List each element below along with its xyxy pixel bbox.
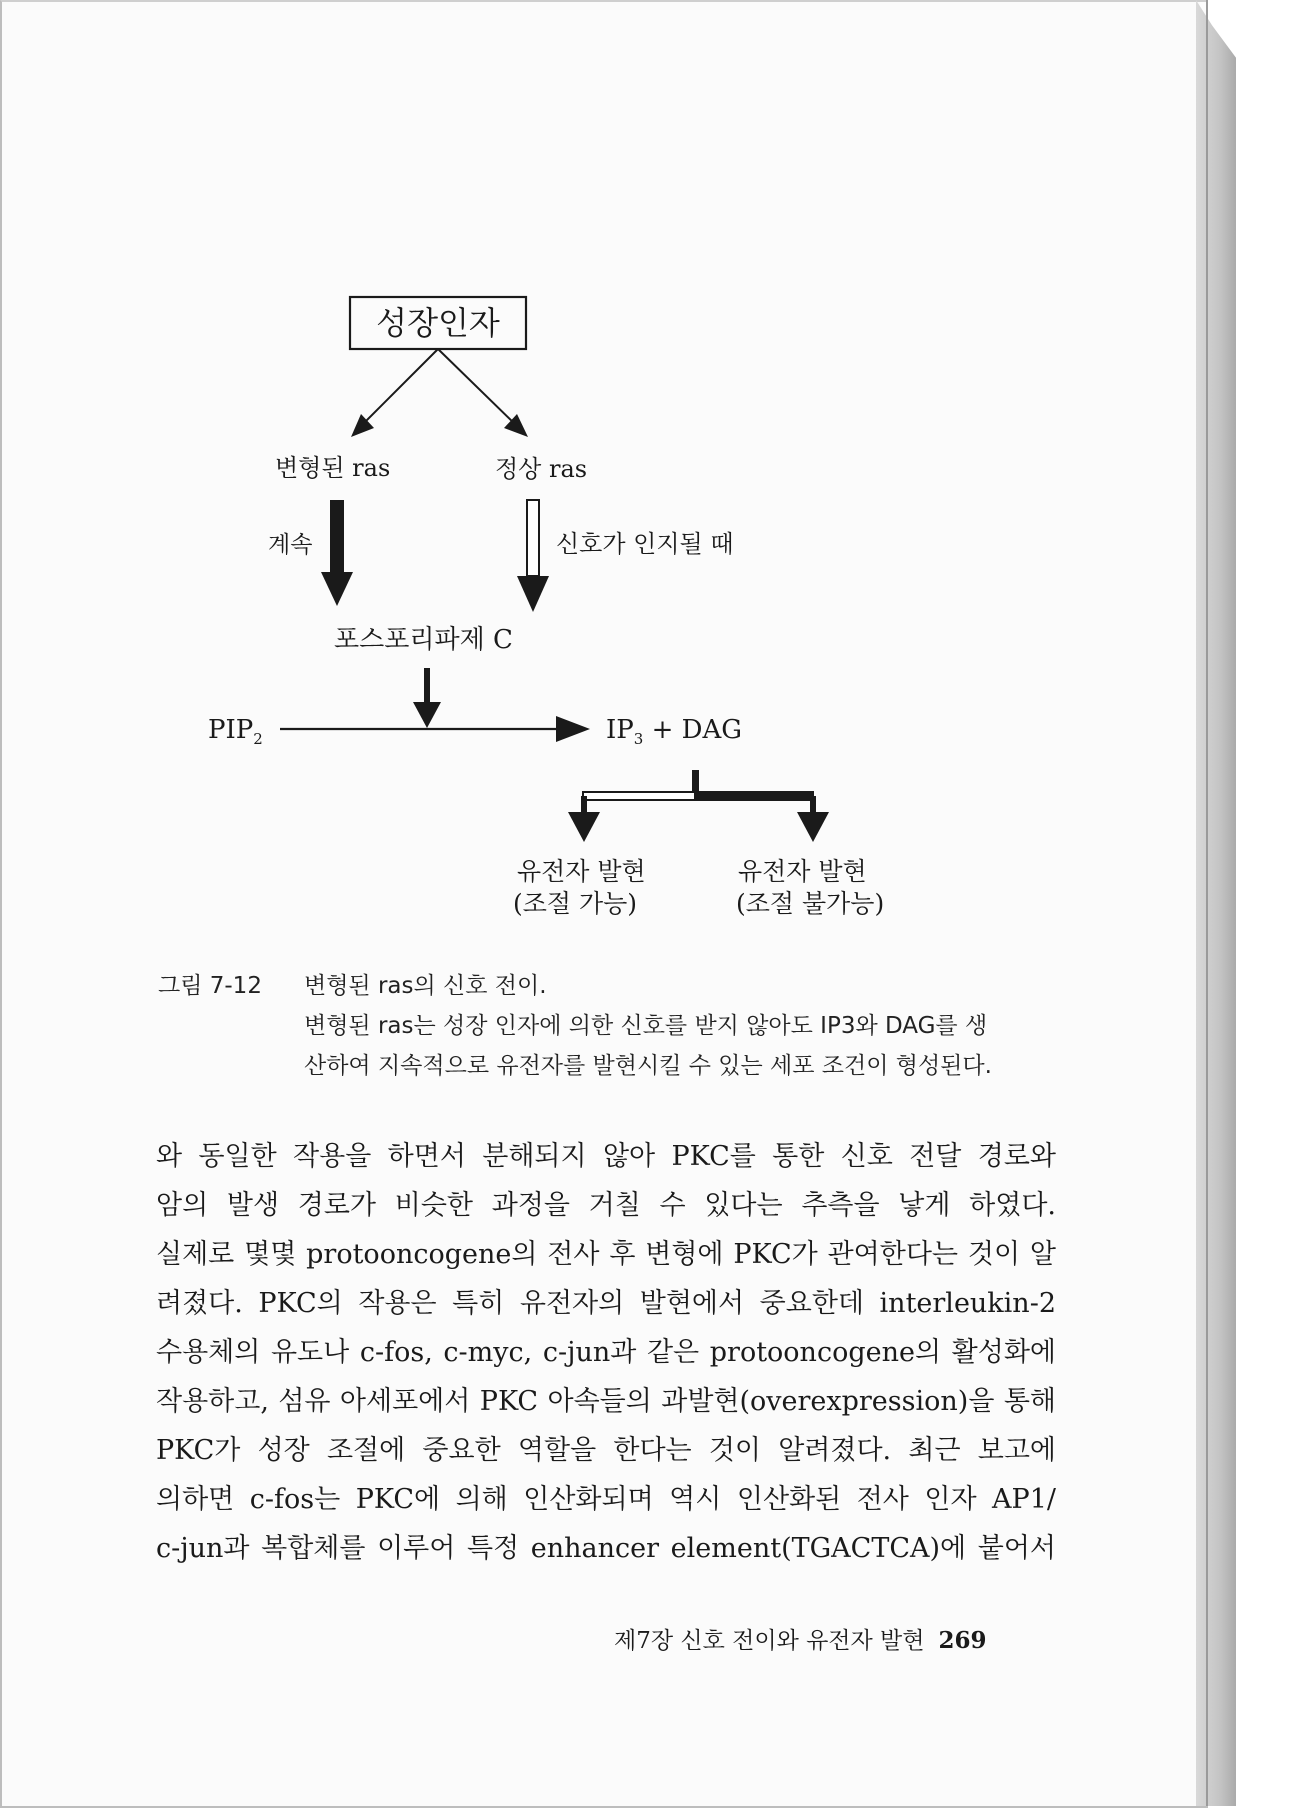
continuous-arrow-head [321,572,353,606]
branch-left-hollow [583,792,695,800]
plc-arrow-shaft [424,668,430,706]
body-line: 수용체의 유도나 c-fos, c-myc, c-jun과 같은 protooncogene의 활성화에 [156,1337,1056,1368]
signal-diagram [0,0,1206,960]
transformed-ras-label: 변형된 ras [275,454,391,482]
body-line: PKC가 성장 조절에 중요한 역할을 한다는 것이 알려졌다. 최근 보고에 [156,1435,1056,1466]
gene-expression-regulatable: 유전자 발현 [517,857,646,886]
branch-left-head [568,812,600,842]
branch-right-solid [695,791,814,801]
body-line: 와 동일한 작용을 하면서 분해되지 않아 PKC를 통한 신호 전달 경로와 [156,1141,1056,1172]
caption-line-2: 변형된 ras는 성장 인자에 의한 신호를 받지 않아도 IP3와 DAG를 생 [304,1013,988,1039]
when-signal-label: 신호가 인지될 때 [556,530,734,558]
body-line: 려졌다. PKC의 작용은 특히 유전자의 발현에서 중요한데 interleukin-2 [156,1288,1056,1319]
chapter-title: 제7장 신호 전이와 유전자 발현 [614,1628,925,1654]
continuous-label: 계속 [268,532,313,558]
reaction-arrow-head [556,716,590,742]
running-footer [614,1622,987,1655]
body-line: 작용하고, 섬유 아세포에서 PKC 아속들의 과발현(overexpression)을 통해 [156,1386,1056,1417]
arrow-to-normal-ras [438,349,518,427]
body-line: 실제로 몇몇 protooncogene의 전사 후 변형에 PKC가 관여한다는 것이 알 [156,1239,1056,1270]
body-line: 암의 발생 경로가 비슷한 과정을 거칠 수 있다는 추측을 낳게 하였다. [156,1190,1056,1221]
caption-line-3: 산하여 지속적으로 유전자를 발현시킬 수 있는 세포 조건이 형성된다. [304,1053,992,1079]
caption-title: 변형된 ras의 신호 전이. [304,973,547,999]
spine-edge [1206,0,1208,1806]
gene-expression-unregulatable: 유전자 발현 [738,857,867,886]
ip3-dag-label: $IP_3$ + DAG [606,715,743,748]
continuous-arrow-shaft [330,500,344,574]
arrow-to-transformed-ras [360,349,438,427]
signal-arrow-head [517,576,549,612]
pip2-label: $PIP_2$ [208,715,263,748]
regulatable-label: (조절 가능) [513,889,638,918]
phospholipase-c-label: 포스포리파제 C [334,625,513,655]
page-number: 269 [938,1627,987,1654]
normal-ras-label: 정상 ras [495,455,588,483]
growth-factor-label: 성장인자 [376,304,500,342]
branch-stem [692,770,699,794]
body-line: c-jun과 복합체를 이루어 특정 enhancer element(TGACTCA)에 붙어서 [156,1533,1056,1564]
body-line: 의하면 c-fos는 PKC에 의해 인산화되며 역시 인산화된 전사 인자 AP1/ [156,1484,1056,1515]
figure-number: 그림 7-12 [158,973,262,999]
signal-arrow-shaft [527,500,539,576]
branch-right-head [797,812,829,842]
unregulatable-label: (조절 불가능) [736,889,885,918]
plc-arrow-head [413,702,441,728]
